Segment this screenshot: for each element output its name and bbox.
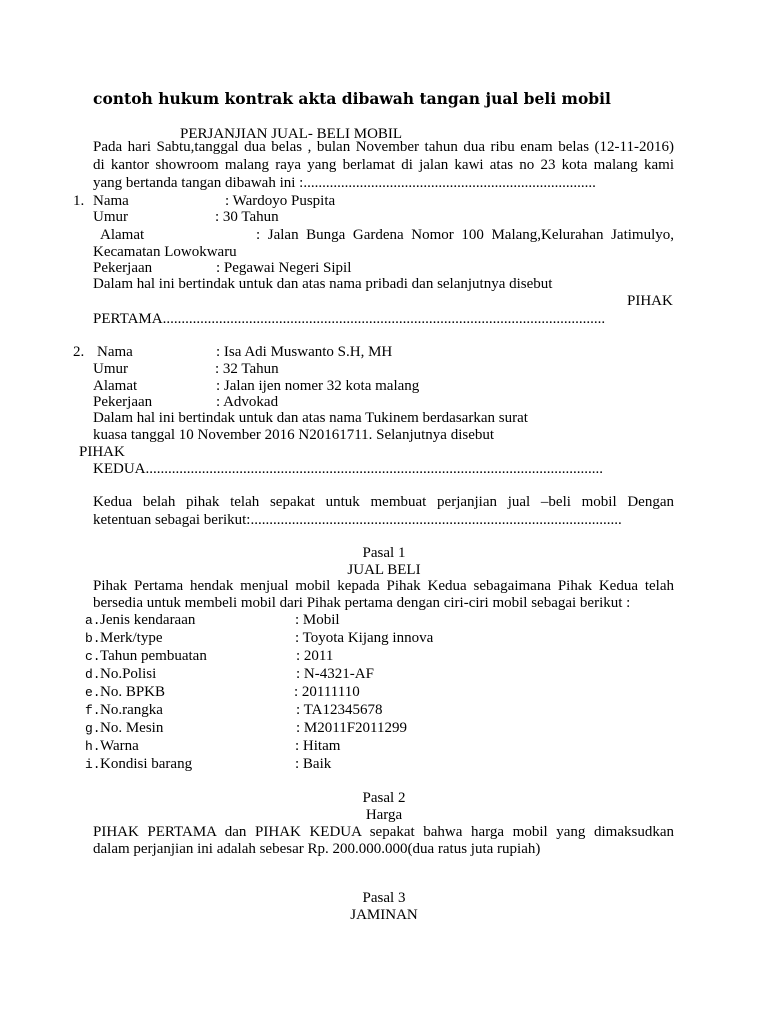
list-item-value: : 2011: [296, 648, 334, 664]
party1-nama-label: Nama: [93, 193, 129, 209]
party2-alamat-label: Alamat: [93, 378, 138, 394]
pasal2-text: dalam perjanjian ini adalah sebesar Rp. 200.000.000(dua ratus juta rupiah): [93, 841, 541, 857]
list-marker: d.: [85, 667, 101, 682]
contract-title: PERJANJIAN JUAL- BELI MOBIL: [180, 126, 403, 142]
list-item-label: Merk/type: [100, 630, 163, 646]
list-item-label: Warna: [100, 738, 139, 754]
list-marker: a.: [85, 613, 101, 628]
party1-designation: PERTAMA......................................................................................................................: [93, 311, 606, 327]
list-item-value: : Baik: [295, 756, 332, 772]
list-item-label: No. BPKB: [100, 684, 166, 700]
party2-statement: kuasa tanggal 10 November 2016 N20161711. Selanjutnya disebut: [93, 427, 495, 443]
party1-number: 1.: [73, 193, 85, 209]
party2-number: 2.: [73, 344, 85, 360]
pasal2-title: Harga: [365, 807, 403, 823]
agreement-line: ketentuan sebagai berikut:...................................................................................................: [93, 512, 622, 528]
party2-statement: Dalam hal ini bertindak untuk dan atas nama Tukinem berdasarkan surat: [93, 410, 528, 426]
party2-pekerjaan-value: : Advokad: [216, 394, 279, 410]
list-marker: b.: [85, 631, 101, 646]
list-item-value: : M2011F2011299: [296, 720, 407, 736]
list-marker: e.: [85, 685, 101, 700]
list-item-value: : 20111110: [294, 684, 360, 700]
list-item-value: : Hitam: [295, 738, 341, 754]
party2-pekerjaan-label: Pekerjaan: [93, 394, 153, 410]
pasal2-number: Pasal 2: [362, 790, 406, 806]
document-heading: contoh hukum kontrak akta dibawah tangan jual beli mobil: [93, 89, 611, 108]
party2-alamat-value: : Jalan ijen nomer 32 kota malang: [216, 378, 420, 394]
pasal1-title: JUAL BELI: [347, 562, 421, 578]
pasal3-title: JAMINAN: [350, 907, 418, 923]
party2-designation: KEDUA..........................................................................................................................: [93, 461, 603, 477]
list-marker: f.: [85, 703, 101, 718]
party1-nama-value: : Wardoyo Puspita: [225, 193, 336, 209]
party1-umur-label: Umur: [93, 209, 128, 225]
list-marker: g.: [85, 721, 101, 736]
intro-line: Pada hari Sabtu,tanggal dua belas , bulan November tahun dua ribu enam belas (12-11-2016): [93, 139, 674, 155]
list-item-label: Kondisi barang: [100, 756, 193, 772]
list-item-label: No. Mesin: [100, 720, 164, 736]
list-item-label: No.rangka: [100, 702, 163, 718]
party1-statement: Dalam hal ini bertindak untuk dan atas nama pribadi dan selanjutnya disebut: [93, 276, 553, 292]
pasal2-text: PIHAK PERTAMA dan PIHAK KEDUA sepakat bahwa harga mobil yang dimaksudkan: [93, 824, 674, 840]
pasal1-number: Pasal 1: [362, 545, 406, 561]
party1-alamat-value-cont: Kecamatan Lowokwaru: [93, 244, 237, 260]
list-item-value: : TA12345678: [296, 702, 383, 718]
list-marker: c.: [85, 649, 101, 664]
list-marker: i.: [85, 757, 101, 772]
list-item-value: : Mobil: [295, 612, 340, 628]
party2-umur-label: Umur: [93, 361, 128, 377]
party1-pihak: PIHAK: [627, 293, 673, 309]
intro-line: yang bertanda tangan dibawah ini :..............................................................................: [93, 175, 596, 191]
intro-line: di kantor showroom malang raya yang berlamat di jalan kawi atas no 23 kota malang kami: [93, 157, 674, 173]
list-item-label: Jenis kendaraan: [100, 612, 196, 628]
party1-alamat-value: : Jalan Bunga Gardena Nomor 100 Malang,Kelurahan Jatimulyo,: [256, 227, 674, 243]
party2-nama-label: Nama: [97, 344, 133, 360]
list-marker: h.: [85, 739, 101, 754]
party2-umur-value: : 32 Tahun: [215, 361, 279, 377]
party1-pekerjaan-label: Pekerjaan: [93, 260, 153, 276]
party1-pekerjaan-value: : Pegawai Negeri Sipil: [216, 260, 352, 276]
party1-umur-value: : 30 Tahun: [215, 209, 279, 225]
list-item-value: : N-4321-AF: [296, 666, 374, 682]
pasal1-text: bersedia untuk membeli mobil dari Pihak pertama dengan ciri-ciri mobil sebagai berikut :: [93, 595, 631, 611]
party1-alamat-label: Alamat: [100, 227, 145, 243]
list-item-label: Tahun pembuatan: [100, 648, 207, 664]
list-item-value: : Toyota Kijang innova: [295, 630, 434, 646]
pasal3-number: Pasal 3: [362, 890, 406, 906]
pasal1-text: Pihak Pertama hendak menjual mobil kepada Pihak Kedua sebagaimana Pihak Kedua telah: [93, 578, 674, 594]
list-item-label: No.Polisi: [100, 666, 157, 682]
party2-nama-value: : Isa Adi Muswanto S.H, MH: [216, 344, 393, 360]
agreement-line: Kedua belah pihak telah sepakat untuk membuat perjanjian jual –beli mobil Dengan: [93, 494, 674, 510]
party2-pihak: PIHAK: [79, 444, 125, 460]
